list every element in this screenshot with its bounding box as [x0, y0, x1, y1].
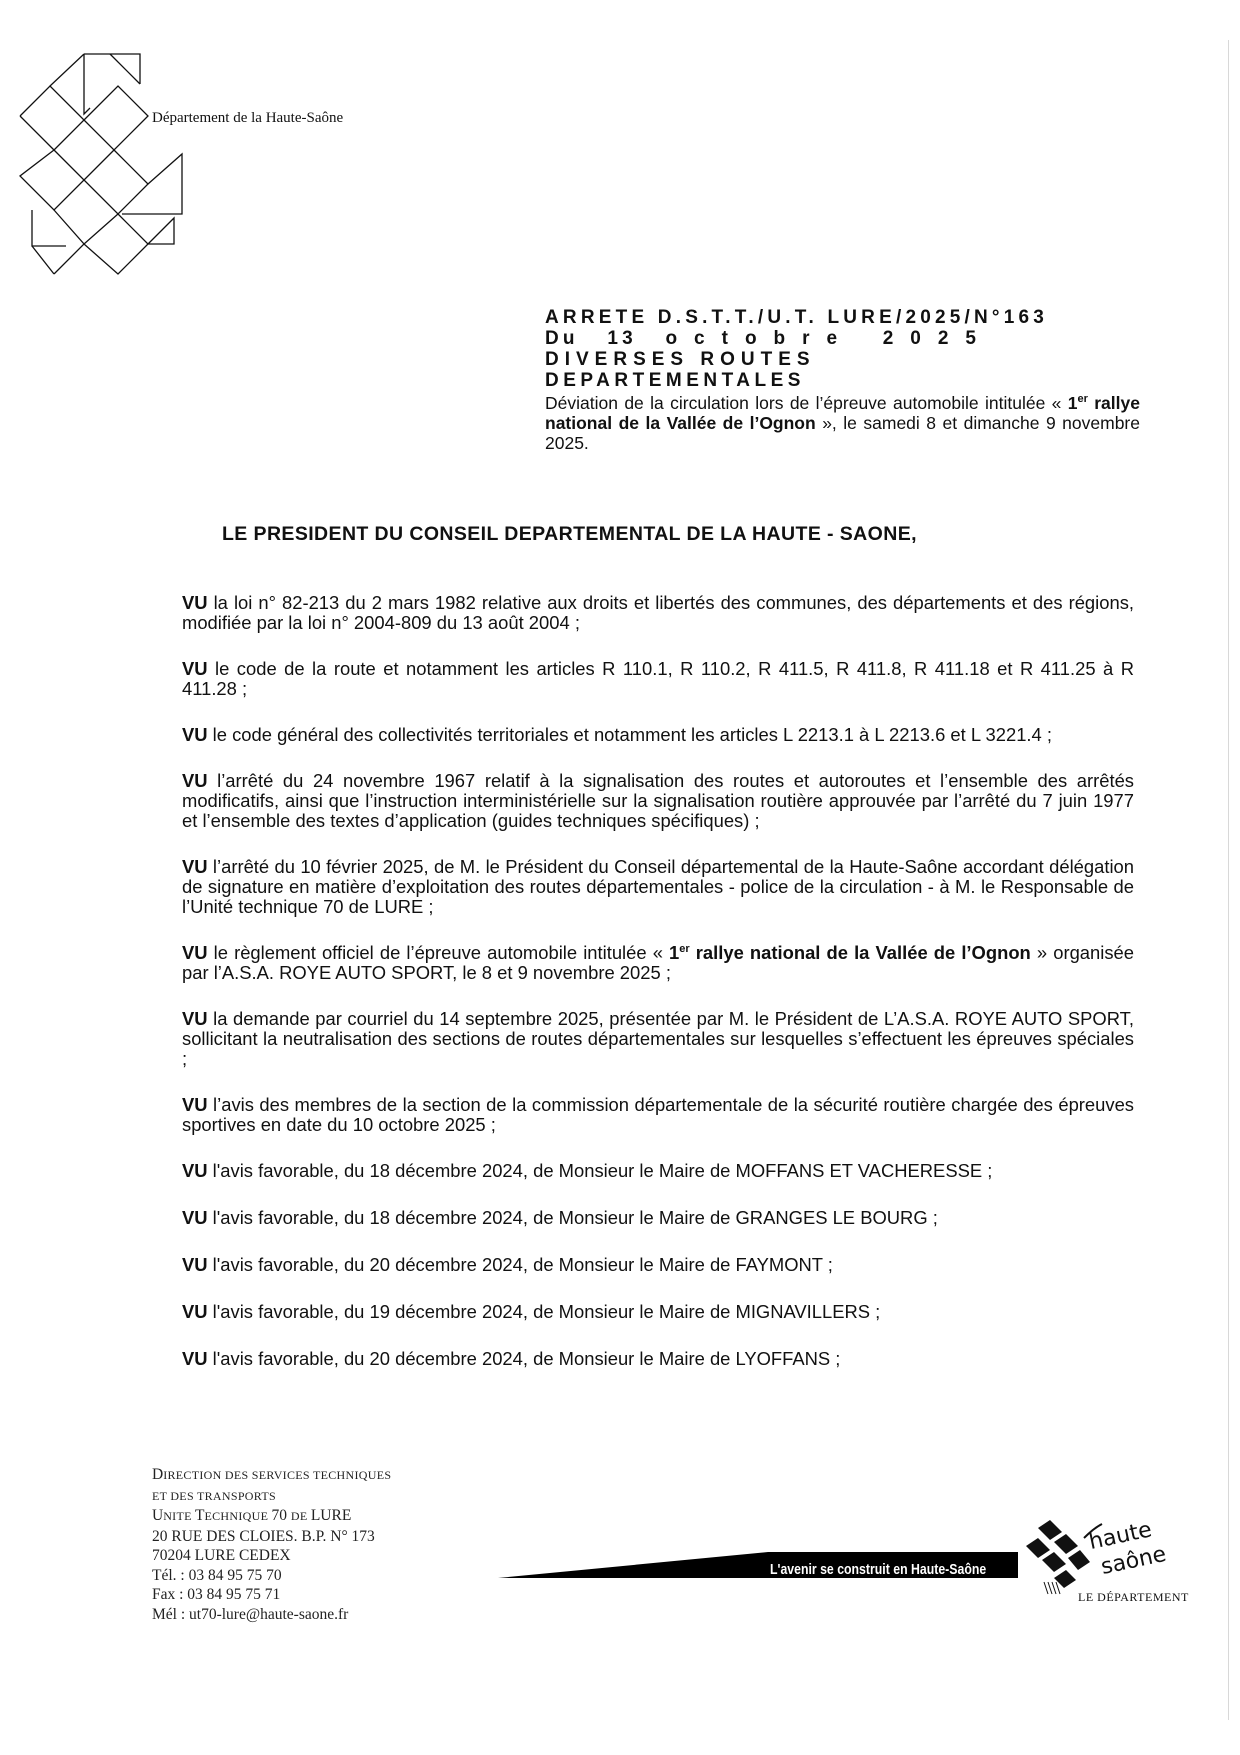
phone-number: Tél. : 03 84 95 75 70 — [152, 1566, 282, 1584]
vu-text: l’arrêté du 10 février 2025, de M. le Président du Conseil départemental de la Haute-Saône accordant délégation de signature en matière d’exploitation des routes départementales - police de la circulation - à M. le Responsable de l’Unité technique 70 de LURE ; — [182, 856, 1134, 917]
vu-clause — [182, 593, 1134, 633]
department-name: Département de la Haute-Saône — [152, 110, 344, 126]
address-text: D — [152, 1466, 164, 1483]
date-word: octobre — [665, 328, 855, 349]
vu-keyword: VU — [182, 1160, 208, 1181]
brand-department: LE DÉPARTEMENT — [1078, 1590, 1189, 1604]
vu-text: l'avis favorable, du 18 décembre 2024, de Monsieur le Maire de MOFFANS ET VACHERESSE ; — [207, 1160, 993, 1181]
address-line: 20 RUE DES CLOIES. B.P. N° 173 — [152, 1527, 375, 1545]
address-text: 70 — [271, 1507, 291, 1524]
date-word: 2025 — [882, 328, 993, 349]
address-text: IRECTION DES SERVICES TECHNIQUES — [163, 1468, 392, 1482]
date-word: 13 — [607, 328, 637, 349]
arrete-description — [545, 393, 1140, 453]
address-text: LURE — [310, 1507, 352, 1524]
address-text: T — [195, 1507, 205, 1524]
vu-text: l'avis favorable, du 18 décembre 2024, de Monsieur le Maire de GRANGES LE BOURG ; — [207, 1207, 938, 1228]
vu-text: le code de la route et notamment les articles R 110.1, R 110.2, R 411.5, R 411.8, R 411.18 et R 411.25 à R 411.28 ; — [182, 658, 1134, 699]
vu-text: l’arrêté du 24 novembre 1967 relatif à la signalisation des routes et autoroutes et l’ensemble des arrêtés modificatifs, ainsi que l’instruction interministérielle sur la signalisation routière approuvée par l’arrêté du 7 juin 1977 et l’ensemble des textes d’application (guides techniques spécifiques) ; — [182, 770, 1134, 831]
vu-text: l'avis favorable, du 19 décembre 2024, de Monsieur le Maire de MIGNAVILLERS ; — [207, 1301, 881, 1322]
vu-clause — [182, 1255, 1134, 1275]
arrete-subject: DIVERSES ROUTES — [545, 349, 816, 370]
address-line — [152, 1486, 391, 1507]
scan-edge-line — [1228, 40, 1229, 1720]
vu-keyword: VU — [182, 1301, 208, 1322]
vu-clause — [182, 1095, 1134, 1135]
vu-clause — [182, 1349, 1134, 1369]
description-text: Déviation de la circulation lors de l’épreuve automobile intitulée « — [545, 393, 1068, 413]
address-line — [152, 1465, 391, 1486]
vu-text: l'avis favorable, du 20 décembre 2024, de Monsieur le Maire de LYOFFANS ; — [207, 1348, 841, 1369]
vu-keyword: VU — [182, 942, 208, 963]
arrete-reference: ARRETE D.S.T.T./U.T. LURE/2025/N°163 — [545, 307, 1049, 328]
vu-clause — [182, 857, 1134, 917]
vu-text: le règlement officiel de l’épreuve automobile intitulée « — [207, 942, 670, 963]
vu-keyword: VU — [182, 658, 208, 679]
arrete-header — [545, 307, 1140, 453]
description-text: », le samedi 8 et dimanche 9 novembre 2025. — [545, 413, 1140, 453]
vu-keyword: VU — [182, 770, 208, 791]
vu-clause — [182, 1208, 1134, 1228]
vu-keyword: VU — [182, 856, 208, 877]
address-text: NITE — [163, 1509, 196, 1523]
vu-clause — [182, 1161, 1134, 1181]
department-logo-icon — [14, 46, 214, 286]
arrete-subject: DEPARTEMENTALES — [545, 370, 805, 391]
fax-number: Fax : 03 84 95 75 71 — [152, 1586, 281, 1603]
vu-text: la loi n° 82-213 du 2 mars 1982 relative aux droits et libertés des communes, des départements et des régions, modifiée par la loi n° 2004-809 du 13 août 2004 ; — [182, 592, 1134, 633]
brand-haute: haute — [1086, 1517, 1155, 1555]
address-text: DE — [290, 1509, 311, 1523]
vu-keyword: VU — [182, 724, 208, 745]
vu-keyword: VU — [182, 1254, 208, 1275]
vu-clause — [182, 943, 1134, 983]
vu-clause — [182, 771, 1134, 831]
address-text: U — [152, 1507, 164, 1524]
address-line: 70204 LURE CEDEX — [152, 1547, 291, 1564]
vu-clause — [182, 1302, 1134, 1322]
vu-keyword: VU — [182, 1008, 208, 1029]
vu-keyword: VU — [182, 1094, 208, 1115]
event-ordinal: er — [679, 942, 690, 955]
date-word: Du — [545, 328, 579, 349]
event-number: 1 — [669, 942, 680, 963]
event-ordinal: er — [1077, 393, 1088, 406]
arrete-date — [545, 328, 993, 349]
vu-text: la demande par courriel du 14 septembre 2025, présentée par M. le Président de L’A.S.A. ROYE AUTO SPORT, sollicitant la neutralisation des sections de routes départementales sur lesquelles s’effectuent les épreuves spéciales ; — [182, 1008, 1134, 1069]
event-name: rallye national de la Vallée de l’Ognon — [545, 393, 1140, 433]
slogan-text: L'avenir se construit en Haute-Saône — [770, 1561, 987, 1578]
event-number: 1 — [1067, 393, 1078, 413]
vu-text: » organisée par l’A.S.A. ROYE AUTO SPORT, le 8 et 9 novembre 2025 ; — [182, 942, 1134, 983]
vu-text: l’avis des membres de la section de la commission départementale de la sécurité routière chargée des épreuves sportives en date du 10 octobre 2025 ; — [182, 1094, 1134, 1135]
vu-text: l'avis favorable, du 20 décembre 2024, de Monsieur le Maire de FAYMONT ; — [207, 1254, 833, 1275]
vu-clause — [182, 725, 1134, 745]
president-heading: LE PRESIDENT DU CONSEIL DEPARTEMENTAL DE LA HAUTE - SAONE, — [222, 523, 917, 545]
vu-text: le code général des collectivités territoriales et notamment les articles L 2213.1 à L 2213.6 et L 3221.4 ; — [207, 724, 1052, 745]
vu-keyword: VU — [182, 592, 208, 613]
footer-address — [152, 1465, 391, 1624]
address-text: ET DES TRANSPORTS — [152, 1488, 276, 1503]
vu-keyword: VU — [182, 1348, 208, 1369]
vu-clause — [182, 1009, 1134, 1069]
vu-clauses — [182, 593, 1134, 1369]
address-text: ECHNIQUE — [204, 1509, 272, 1523]
vu-keyword: VU — [182, 1207, 208, 1228]
event-name: rallye national de la Vallée de l’Ognon — [689, 942, 1031, 963]
brand-saone: saône — [1098, 1541, 1169, 1580]
vu-clause — [182, 659, 1134, 699]
address-line — [152, 1506, 391, 1527]
email-address: Mél : ut70-lure@haute-saone.fr — [152, 1605, 349, 1623]
